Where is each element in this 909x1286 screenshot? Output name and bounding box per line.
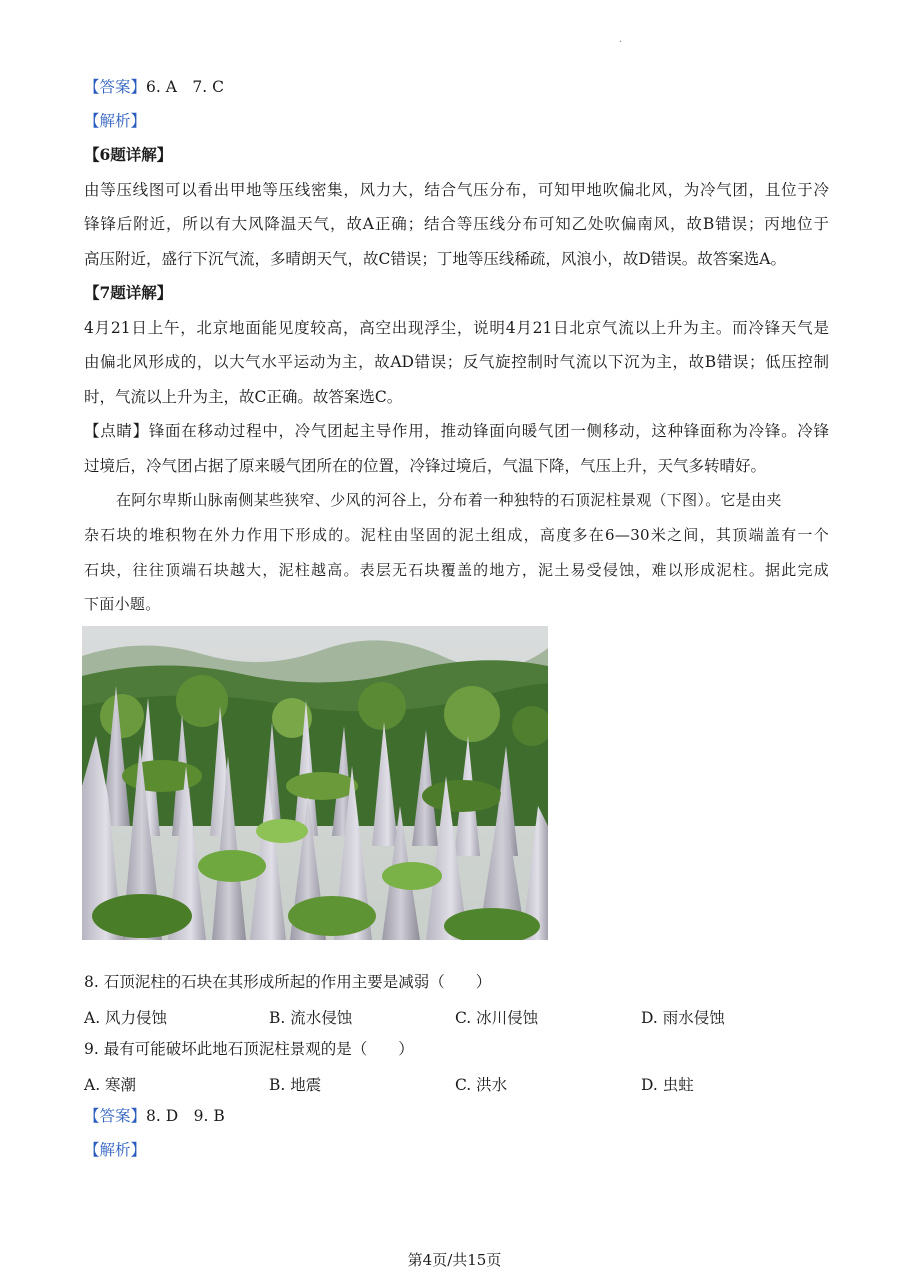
q9-option-c: C. 洪水 — [455, 1076, 508, 1094]
top-mark: . — [619, 34, 623, 45]
q9-stem: 9. 最有可能破坏此地石顶泥柱景观的是（ ） — [84, 1040, 414, 1058]
q8-option-a: A. 风力侵蚀 — [84, 1009, 168, 1027]
passage-line: 石块，往往顶端石块越大，泥柱越高。表层无石块覆盖的地方，泥土易受侵蚀，难以形成泥柱。据此完成 — [84, 561, 829, 579]
analysis-label: 【解析】 — [84, 112, 147, 130]
page-footer: 第4页/共15页 — [407, 1251, 502, 1269]
passage-line: 在阿尔卑斯山脉南侧某些狭窄、少风的河谷上，分布着一种独特的石顶泥柱景观（下图）。它是由夹 — [116, 491, 782, 509]
tip-line: 【点睛】锋面在移动过程中，冷气团起主导作用，推动锋面向暖气团一侧移动，这种锋面称为冷锋。冷锋 — [84, 422, 829, 440]
q6-line: 高压附近，盛行下沉气流，多晴朗天气，故C错误；丁地等压线稀疏，风浪小，故D错误。故答案选A。 — [84, 250, 786, 268]
earth-pillar-photo — [82, 626, 548, 940]
q9-option-b: B. 地震 — [269, 1076, 322, 1094]
passage-line: 杂石块的堆积物在外力作用下形成的。泥柱由坚固的泥土组成，高度多在6—30米之间，其顶端盖有一个 — [84, 526, 829, 544]
answer-line-2 — [84, 1106, 829, 1126]
answer-label: 【答案】 — [84, 78, 147, 96]
q8-option-d: D. 雨水侵蚀 — [641, 1009, 725, 1027]
q7-line: 4月21日上午，北京地面能见度较高，高空出现浮尘，说明4月21日北京气流以上升为主。而冷锋天气是 — [84, 319, 829, 337]
q9-option-d: D. 虫蛀 — [641, 1076, 694, 1094]
answer-text: 8. D 9. B — [146, 1107, 225, 1125]
tip-line: 过境后，冷气团占据了原来暖气团所在的位置，冷锋过境后，气温下降，气压上升，天气多转晴好。 — [84, 457, 767, 475]
q6-line: 由等压线图可以看出甲地等压线密集，风力大，结合气压分布，可知甲地吹偏北风，为冷气团，且位于冷 — [84, 181, 829, 199]
q8-stem: 8. 石顶泥柱的石块在其形成所起的作用主要是减弱（ ） — [84, 973, 492, 991]
q6-title: 【6题详解】 — [84, 145, 173, 164]
q7-line: 时，气流以上升为主，故C正确。故答案选C。 — [84, 388, 403, 406]
q8-option-b: B. 流水侵蚀 — [269, 1009, 353, 1027]
passage-line: 下面小题。 — [84, 595, 161, 613]
answer-line-1 — [84, 77, 829, 97]
q7-line: 由偏北风形成的，以大气水平运动为主，故AD错误；反气旋控制时气流以下沉为主，故B错误；低压控制 — [84, 353, 829, 371]
answer-text: 6. A 7. C — [146, 78, 225, 96]
answer-label: 【答案】 — [84, 1107, 147, 1125]
q8-option-c: C. 冰川侵蚀 — [455, 1009, 539, 1027]
analysis-label: 【解析】 — [84, 1141, 147, 1159]
q6-line: 锋锋后附近，所以有大风降温天气，故A正确；结合等压线分布可知乙处吹偏南风，故B错误；丙地位于 — [84, 215, 829, 233]
q7-title: 【7题详解】 — [84, 283, 173, 302]
q9-option-a: A. 寒潮 — [84, 1076, 137, 1094]
